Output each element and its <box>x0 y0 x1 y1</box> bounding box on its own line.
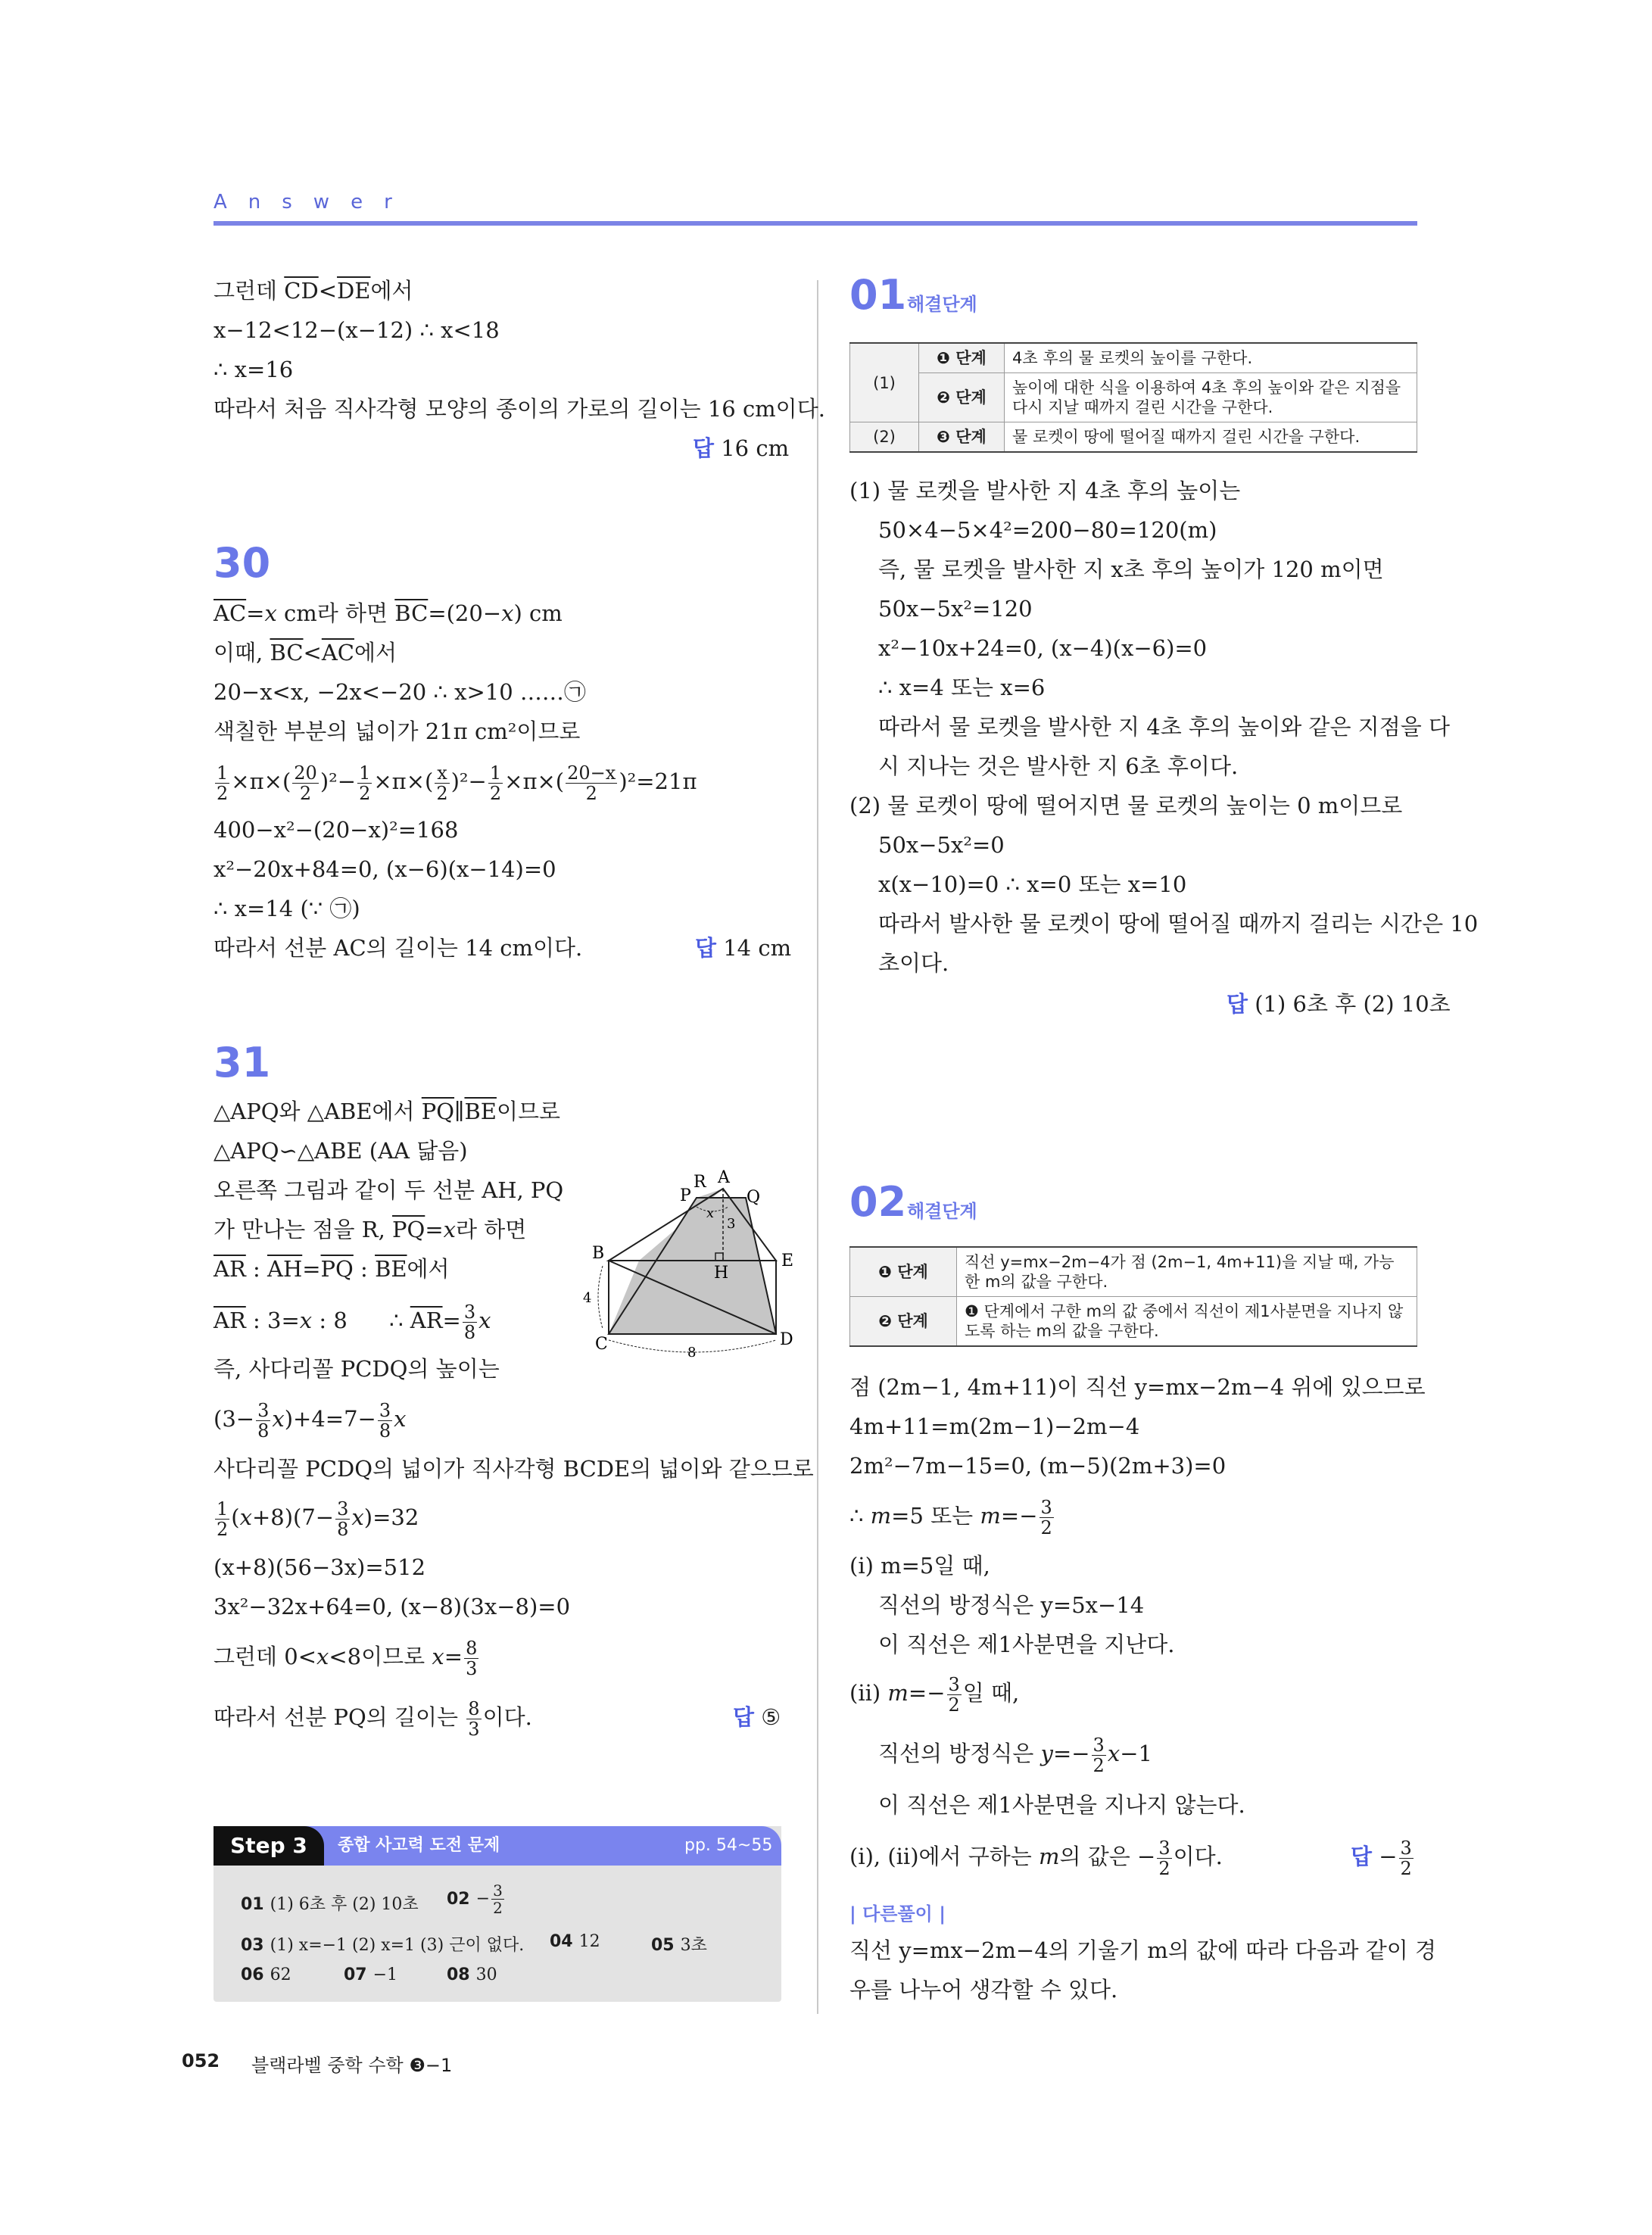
q01-step-table <box>849 342 1417 453</box>
q02-number: 02 <box>849 1178 907 1226</box>
q30-line-9: 따라서 선분 AC의 길이는 14 cm이다. <box>214 935 583 961</box>
q31-line-2: △APQ∽△ABE (AA 닮음) <box>214 1138 468 1164</box>
q02-line-3: 2m²−7m−15=0, (m−5)(2m+3)=0 <box>849 1453 1227 1479</box>
fig-label-3: 3 <box>727 1216 736 1232</box>
q01-table-step-2: ❷ 단계 <box>919 373 1005 422</box>
fig-label-8: 8 <box>687 1345 697 1361</box>
q01-table-step-3: ❸ 단계 <box>919 422 1005 453</box>
fig-label-b: B <box>592 1244 605 1263</box>
q30-line-7: x²−20x+84=0, (x−6)(x−14)=0 <box>214 856 556 882</box>
q01-line-13: 초이다. <box>878 950 949 976</box>
step3-title: 종합 사고력 도전 문제 <box>338 1836 500 1855</box>
header-title: Answer <box>214 191 413 214</box>
q01-line-8: 시 지나는 것은 발사한 지 6초 후이다. <box>878 753 1239 779</box>
footer-book-title: 블랙라벨 중학 수학 ❸−1 <box>251 2055 453 2076</box>
q01-table-part-2: (2) <box>850 422 919 453</box>
q31-line-3: 오른쪽 그림과 같이 두 선분 AH, PQ <box>214 1177 564 1203</box>
q31-answer: 답 ⑤ <box>733 1704 781 1730</box>
q02-line-4: ∴ m=5 또는 m=− $\frac{3}{2}$ <box>849 1496 1052 1538</box>
q02-table-text-1: 직선 y=mx−2m−4가 점 (2m−1, 4m+11)을 지날 때, 가능한 m의 값을 구한다. <box>957 1247 1417 1297</box>
q01-line-4: 50x−5x²=120 <box>878 596 1033 622</box>
q30-line-5: $\frac{1}{2}$ ×π×( $\frac{20}{2}$ )²− $\frac{1}{2}$ ×π×( $\frac{x}{2}$ )²− $\frac{1}{2}$ ×π×( $\frac{20-x}{2}$ )²=21π <box>217 762 697 804</box>
q31-line-4: 가 만나는 점을 R, $\overline{PQ}=x$라 하면 <box>214 1217 527 1242</box>
step3-item-03: 03 (1) x=−1 (2) x=1 (3) 근이 없다. <box>241 1936 525 1955</box>
q02-alt-line-1: 직선 y=mx−2m−4의 기울기 m의 값에 따라 다음과 같이 경 <box>849 1937 1437 1963</box>
step3-item-05: 05 3초 <box>651 1936 707 1955</box>
q31-number: 31 <box>214 1039 271 1086</box>
fig-label-h: H <box>714 1264 729 1283</box>
step3-item-02: 02 − $\frac{3}{2}$ <box>447 1881 503 1917</box>
q31-line-1: △APQ와 △ABE에서 $\overline{PQ}\parallel\overline{BE}$이므로 <box>214 1099 560 1124</box>
q01-line-12: 따라서 발사한 물 로켓이 땅에 떨어질 때까지 걸리는 시간은 10 <box>878 911 1479 937</box>
fig-label-x: x <box>706 1205 715 1221</box>
q31-line-7: 즉, 사다리꼴 PCDQ의 높이는 <box>214 1356 500 1382</box>
q30-line-4: 색칠한 부분의 넓이가 21π cm²이므로 <box>214 719 581 744</box>
q02-line-7: 이 직선은 제1사분면을 지난다. <box>878 1632 1175 1657</box>
step3-item-06: 06 62 <box>241 1965 291 1984</box>
q31-line-10: $\frac{1}{2}$ (x+8)(7− $\frac{3}{8}$ x)=32 <box>217 1498 419 1540</box>
column-divider <box>817 280 818 2014</box>
q02-subtitle: 해결단계 <box>907 1201 977 1222</box>
cont-line-3: ∴ x=16 <box>214 357 294 382</box>
step3-item-08: 08 30 <box>447 1965 497 1984</box>
q02-step-table <box>849 1246 1417 1347</box>
q31-line-14: 따라서 선분 PQ의 길이는 $\frac{8}{3}$ 이다. <box>214 1697 532 1740</box>
q01-table-text-2: 높이에 대한 식을 이용하여 4초 후의 높이와 같은 지점을 다시 지날 때까지 걸린 시간을 구한다. <box>1005 373 1417 422</box>
q02-line-8: (ii) m=− $\frac{3}{2}$ 일 때, <box>849 1673 1020 1716</box>
q31-line-8: (3− $\frac{3}{8}$ x)+4=7− $\frac{3}{8}$ x <box>214 1399 407 1442</box>
q02-line-10: 이 직선은 제1사분면을 지나지 않는다. <box>878 1792 1245 1818</box>
cont-line-1: 그런데 $\overline{CD}<\overline{DE}$에서 <box>214 278 413 304</box>
q02-line-6: 직선의 방정식은 y=5x−14 <box>878 1592 1145 1618</box>
q02-line-5: (i) m=5일 때, <box>849 1553 990 1579</box>
cont-line-2: x−12<12−(x−12) ∴ x<18 <box>214 317 500 343</box>
q30-line-3: 20−x<x, −2x<−20 ∴ x>10 ……㉠ <box>214 679 586 705</box>
q31-line-5: $\overline{AR}$ : $\overline{AH}=\overline{PQ}$ : $\overline{BE}$에서 <box>214 1256 450 1282</box>
q01-line-10: 50x−5x²=0 <box>878 832 1005 858</box>
q01-line-5: x²−10x+24=0, (x−4)(x−6)=0 <box>878 635 1208 661</box>
q30-line-8: ∴ x=14 (∵ ㉠) <box>214 896 360 921</box>
q01-line-7: 따라서 물 로켓을 발사한 지 4초 후의 높이와 같은 지점을 다 <box>878 714 1450 740</box>
q30-line-1: $\overline{AC}=x$ cm라 하면 $\overline{BC}=(20-x)$ cm <box>214 600 563 626</box>
q30-number: 30 <box>214 539 271 587</box>
fig-label-e: E <box>781 1252 794 1270</box>
q01-line-1: (1) 물 로켓을 발사한 지 4초 후의 높이는 <box>849 478 1241 503</box>
q01-table-step-1: ❶ 단계 <box>919 343 1005 373</box>
q30-line-2: 이때, $\overline{BC}<\overline{AC}$에서 <box>214 640 397 666</box>
q31-line-6: $\overline{AR}$ : 3=x : 8 ∴ $\overline{AR}=$ $\frac{3}{8}$ x <box>214 1301 491 1343</box>
q02-line-11: (i), (ii)에서 구하는 m의 값은 − $\frac{3}{2}$ 이다. <box>849 1837 1223 1879</box>
q01-number: 01 <box>849 271 907 319</box>
header-rule <box>214 221 1417 226</box>
q01-line-9: (2) 물 로켓이 땅에 떨어지면 물 로켓의 높이는 0 m이므로 <box>849 793 1403 818</box>
fig-label-a: A <box>718 1168 730 1187</box>
footer-page-number: 052 <box>182 2050 220 2071</box>
fig-label-r: R <box>694 1173 706 1192</box>
step3-item-04: 04 12 <box>550 1932 600 1951</box>
q02-table-step-2: ❷ 단계 <box>850 1297 957 1347</box>
q01-table-text-1: 4초 후의 물 로켓의 높이를 구한다. <box>1005 343 1417 373</box>
q01-line-3: 즉, 물 로켓을 발사한 지 x초 후의 높이가 120 m이면 <box>878 556 1384 582</box>
step3-item-07: 07 −1 <box>344 1965 398 1984</box>
q02-line-2: 4m+11=m(2m−1)−2m−4 <box>849 1414 1140 1439</box>
step3-pages: pp. 54~55 <box>684 1836 773 1855</box>
answer-label: 답 <box>693 435 715 461</box>
fig-label-c: C <box>595 1335 608 1354</box>
q02-line-9: 직선의 방정식은 y=− $\frac{3}{2}$ x−1 <box>878 1734 1152 1776</box>
step3-tag: Step 3 <box>214 1826 324 1866</box>
fig-label-d: D <box>780 1330 793 1349</box>
q31-line-13: 그런데 0<x<8이므로 x= $\frac{8}{3}$ <box>214 1637 478 1679</box>
step3-item-01: 01 (1) 6초 후 (2) 10초 <box>241 1895 419 1914</box>
q02-line-1: 점 (2m−1, 4m+11)이 직선 y=mx−2m−4 위에 있으므로 <box>849 1374 1426 1400</box>
q02-answer: 답 − $\frac{3}{2}$ <box>1351 1837 1412 1879</box>
q30-answer: 답 14 cm <box>695 935 792 961</box>
q02-table-step-1: ❶ 단계 <box>850 1247 957 1297</box>
fig-label-q: Q <box>747 1188 761 1207</box>
q31-line-9: 사다리꼴 PCDQ의 넓이가 직사각형 BCDE의 넓이와 같으므로 <box>214 1456 814 1482</box>
fig-label-4: 4 <box>583 1290 592 1306</box>
fig-label-p: P <box>680 1186 691 1205</box>
q01-line-11: x(x−10)=0 ∴ x=0 또는 x=10 <box>878 871 1187 897</box>
q30-line-6: 400−x²−(20−x)²=168 <box>214 817 459 843</box>
q01-answer: 답 (1) 6초 후 (2) 10초 <box>1227 991 1451 1017</box>
q02-table-text-2: ❶ 단계에서 구한 m의 값 중에서 직선이 제1사분면을 지나지 않도록 하는 m의 값을 구한다. <box>957 1297 1417 1347</box>
cont-line-4: 따라서 처음 직사각형 모양의 종이의 가로의 길이는 16 cm이다. <box>214 396 825 422</box>
q02-alt-line-2: 우를 나누어 생각할 수 있다. <box>849 1977 1118 2003</box>
cont-answer: 답 16 cm <box>693 435 790 461</box>
q31-line-12: 3x²−32x+64=0, (x−8)(3x−8)=0 <box>214 1594 571 1619</box>
q02-alt-label: | 다른풀이 | <box>849 1903 946 1925</box>
q31-figure <box>575 1166 795 1363</box>
q01-subtitle: 해결단계 <box>907 294 977 315</box>
q01-line-6: ∴ x=4 또는 x=6 <box>878 675 1046 700</box>
q31-line-11: (x+8)(56−3x)=512 <box>214 1554 426 1580</box>
q01-table-part-1: (1) <box>850 343 919 422</box>
q01-table-text-3: 물 로켓이 땅에 떨어질 때까지 걸린 시간을 구한다. <box>1005 422 1417 453</box>
q01-line-2: 50×4−5×4²=200−80=120(m) <box>878 517 1217 543</box>
